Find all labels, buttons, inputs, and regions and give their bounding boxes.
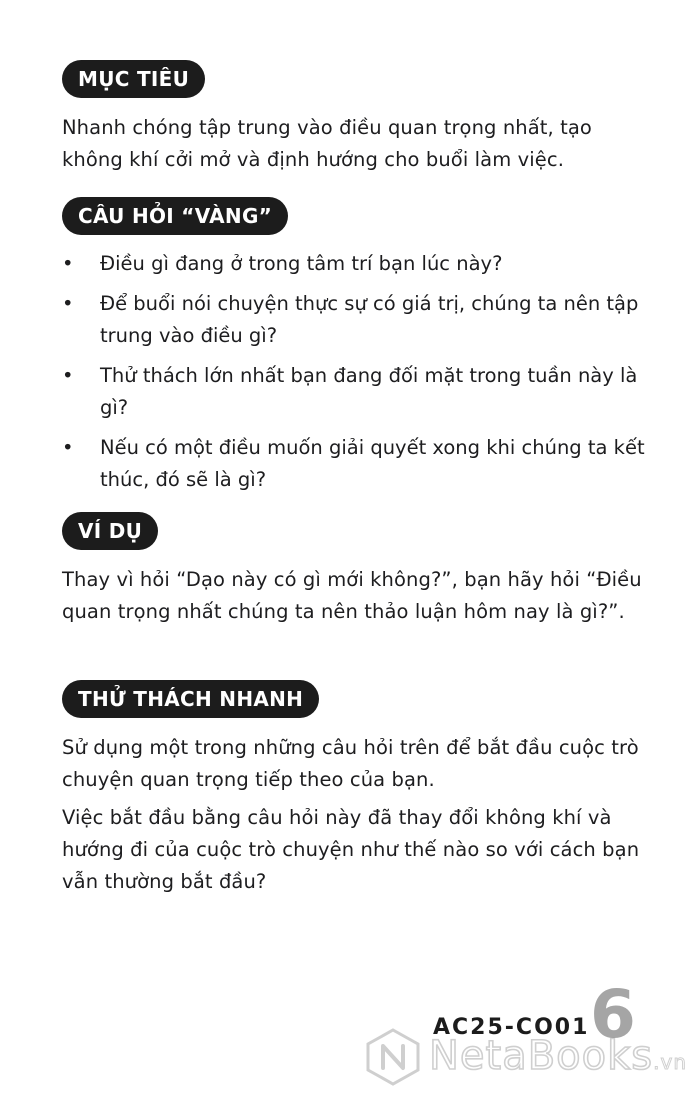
section-label-questions: CÂU HỎI “VÀNG”: [62, 197, 288, 235]
netabooks-logo-icon: [365, 1027, 421, 1087]
bullet-dot-icon: •: [62, 292, 74, 315]
section-label-goal: MỤC TIÊU: [62, 60, 205, 98]
list-item: [62, 432, 647, 496]
page-number: 6: [590, 976, 636, 1053]
bullet-dot-icon: •: [62, 364, 74, 387]
watermark-text: [429, 1033, 687, 1079]
challenge-text-2: Việc bắt đầu bằng câu hỏi này đã thay đổi không khí và hướng đi của cuộc trò chuyện như thế nào so với cách bạn vẫn thường bắt đầu?: [62, 806, 640, 893]
bullet-dot-icon: •: [62, 252, 74, 275]
watermark-brand: NetaBooks: [429, 1033, 654, 1079]
goal-text: Nhanh chóng tập trung vào điều quan trọng nhất, tạo không khí cởi mở và định hướng cho buổi làm việc.: [62, 116, 592, 171]
questions-list: [62, 248, 647, 496]
section-label-example: VÍ DỤ: [62, 512, 158, 550]
example-text: Thay vì hỏi “Dạo này có gì mới không?”, bạn hãy hỏi “Điều quan trọng nhất chúng ta nên thảo luận hôm nay là gì?”.: [62, 568, 642, 623]
watermark-suffix: .vn: [653, 1050, 687, 1074]
challenge-text-1: Sử dụng một trong những câu hỏi trên để bắt đầu cuộc trò chuyện quan trọng tiếp theo của bạn.: [62, 736, 639, 791]
question-text: Để buổi nói chuyện thực sự có giá trị, chúng ta nên tập trung vào điều gì?: [100, 292, 639, 347]
question-text: Thử thách lớn nhất bạn đang đối mặt trong tuần này là gì?: [100, 364, 638, 419]
list-item: [62, 248, 647, 280]
question-text: Điều gì đang ở trong tâm trí bạn lúc này?: [100, 252, 503, 275]
list-item: [62, 288, 647, 352]
question-text: Nếu có một điều muốn giải quyết xong khi chúng ta kết thúc, đó sẽ là gì?: [100, 436, 645, 491]
list-item: [62, 360, 647, 424]
section-label-challenge: THỬ THÁCH NHANH: [62, 680, 319, 718]
bullet-dot-icon: •: [62, 436, 74, 459]
watermark: [365, 1025, 685, 1089]
page-code: AC25-CO01: [433, 1015, 590, 1040]
